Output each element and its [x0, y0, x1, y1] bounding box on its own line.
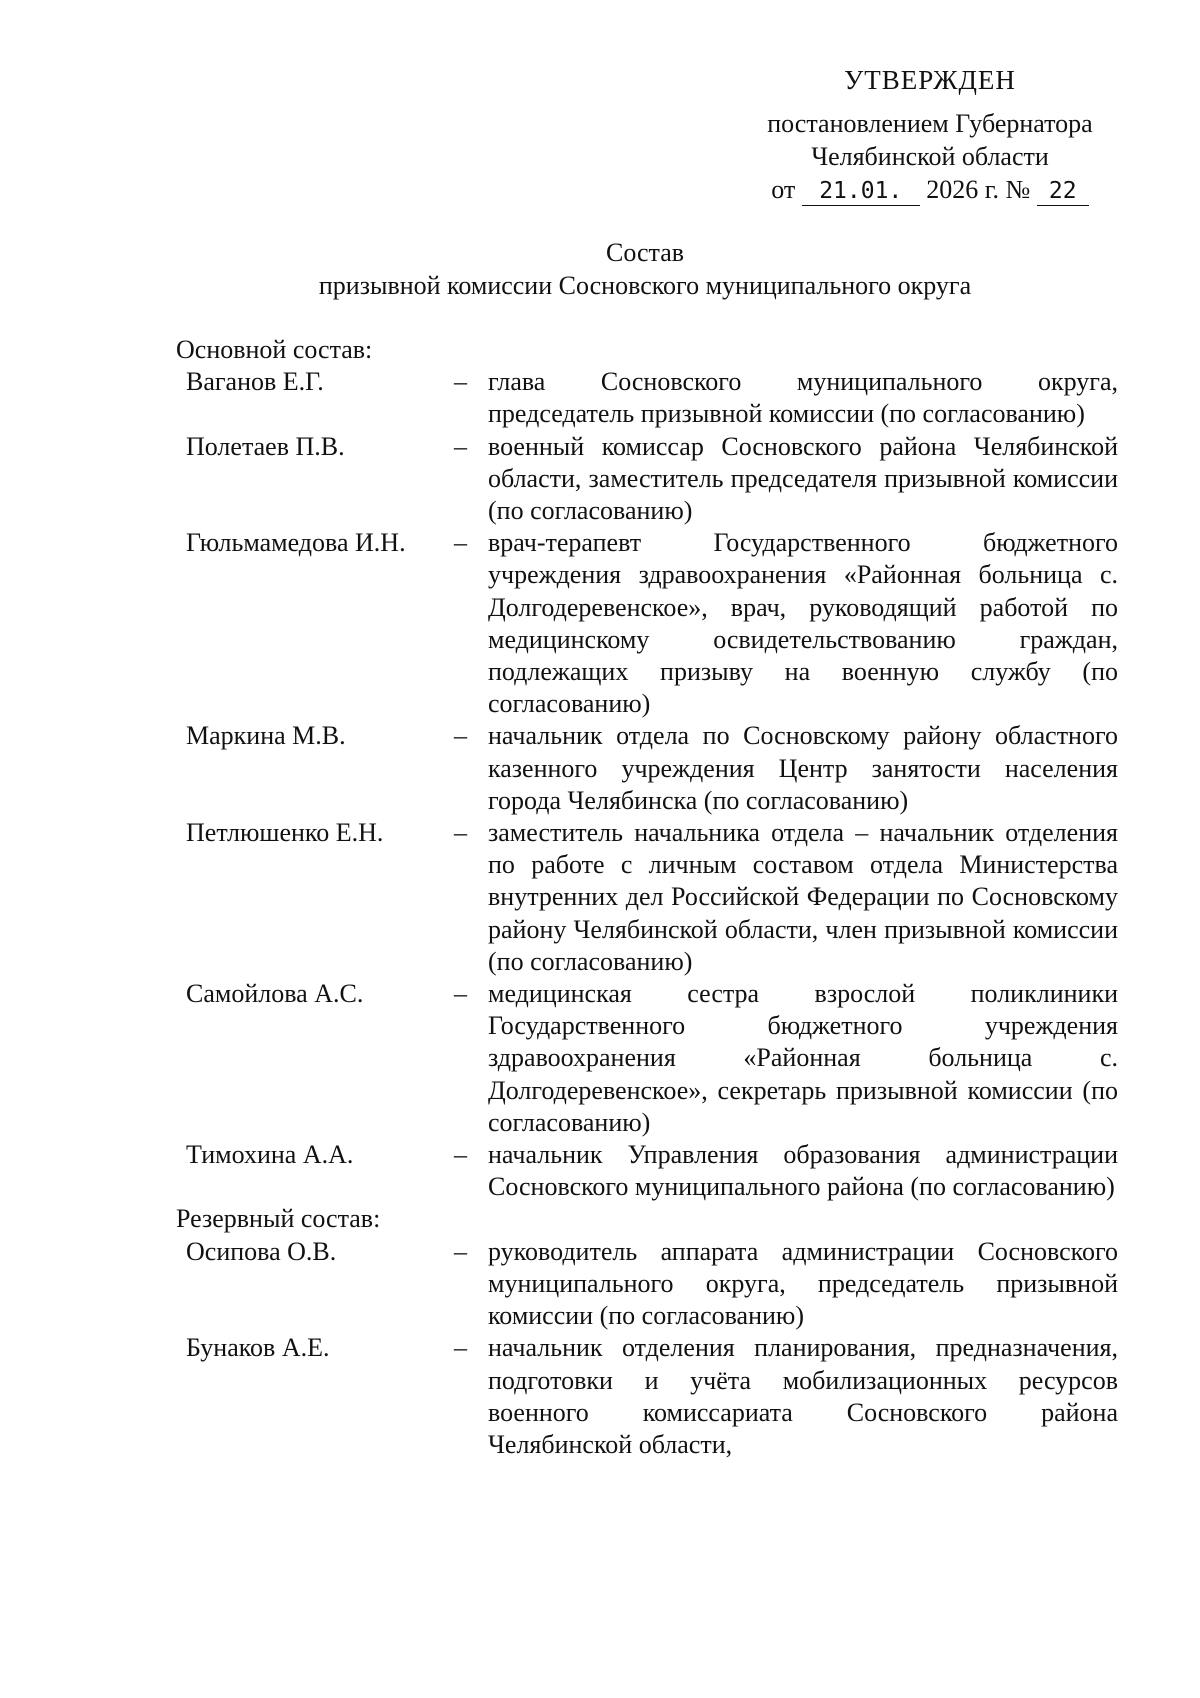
member-name: Петлюшенко Е.Н. [186, 818, 384, 848]
approval-date: 21.01. [802, 178, 920, 206]
member-name: Бунаков А.Е. [186, 1333, 330, 1363]
approval-line-1: постановлением Губернатора [767, 109, 1093, 138]
member-role: врач-терапевт Государственного бюджетного учреждения здравоохранения «Районная больница с. Долгодеревенское», врач, руководящий работой по медицинскому освидетельствованию граждан, подлежащих призыву на военную службу (по согласованию) [488, 528, 1118, 719]
document-title: Состав [605, 238, 685, 267]
approval-number: 22 [1037, 178, 1089, 206]
member-dash: – [454, 431, 467, 461]
member-role: глава Сосновского муниципального округа, председатель призывной комиссии (по согласованию) [488, 367, 1118, 429]
member-row [176, 978, 1118, 1139]
commission-list [176, 334, 1118, 1461]
member-row [176, 1236, 1118, 1333]
approval-title: УТВЕРЖДЕН [844, 65, 1016, 95]
member-name: Осипова О.В. [186, 1236, 337, 1266]
approval-line-2: Челябинской области [811, 142, 1049, 171]
member-name: Гюльмамедова И.Н. [186, 528, 406, 558]
member-name: Самойлова А.С. [186, 979, 364, 1009]
member-dash: – [454, 818, 467, 848]
member-name: Тимохина А.А. [186, 1140, 354, 1170]
approval-date-line [740, 173, 1120, 206]
section-reserve [176, 1203, 1118, 1461]
section-main [176, 334, 1118, 1203]
member-dash: – [454, 1140, 467, 1170]
member-role: заместитель начальника отдела – начальник отделения по работе с личным составом отдела Министерства внутренних дел Российской Федерации по Сосновскому району Челябинской области, член призывной комиссии (по согласованию) [488, 818, 1118, 976]
member-row [176, 431, 1118, 528]
member-role: начальник Управления образования администрации Сосновского муниципального района (по согласованию) [488, 1140, 1118, 1202]
member-dash: – [454, 1333, 467, 1363]
approval-stamp [740, 64, 1120, 206]
section-label: Основной состав: [176, 335, 373, 364]
year-suffix: 2026 г. № [926, 175, 1031, 204]
member-role: начальник отделения планирования, предназначения, подготовки и учёта мобилизационных ресурсов военного комиссариата Сосновского района Челябинской области, [488, 1333, 1118, 1459]
member-dash: – [454, 1236, 467, 1266]
member-name: Полетаев П.В. [186, 431, 345, 461]
document-subtitle: призывной комиссии Сосновского муниципального округа [318, 271, 972, 300]
member-role: начальник отдела по Сосновскому району областного казенного учреждения Центр занятости населения города Челябинска (по согласованию) [488, 721, 1118, 815]
document-heading [0, 236, 1200, 302]
date-prefix: от [771, 175, 796, 204]
member-name: Маркина М.В. [186, 721, 346, 751]
member-row [176, 1332, 1118, 1461]
member-row [176, 366, 1118, 430]
member-dash: – [454, 528, 467, 558]
member-role: руководитель аппарата администрации Сосновского муниципального округа, председатель призывной комиссии (по согласованию) [488, 1236, 1118, 1331]
member-name: Ваганов Е.Г. [186, 367, 324, 397]
section-label: Резервный состав: [176, 1204, 381, 1234]
member-row [176, 1139, 1118, 1203]
member-row [176, 817, 1118, 978]
member-dash: – [454, 979, 467, 1009]
member-role: медицинская сестра взрослой поликлиники Государственного бюджетного учреждения здравоохранения «Районная больница с. Долгодеревенское», секретарь призывной комиссии (по согласованию) [488, 979, 1118, 1137]
member-row [176, 720, 1118, 817]
member-row [176, 527, 1118, 720]
member-dash: – [454, 367, 467, 397]
member-role: военный комиссар Сосновского района Челябинской области, заместитель председателя призывной комиссии (по согласованию) [488, 431, 1118, 526]
member-dash: – [454, 721, 467, 751]
